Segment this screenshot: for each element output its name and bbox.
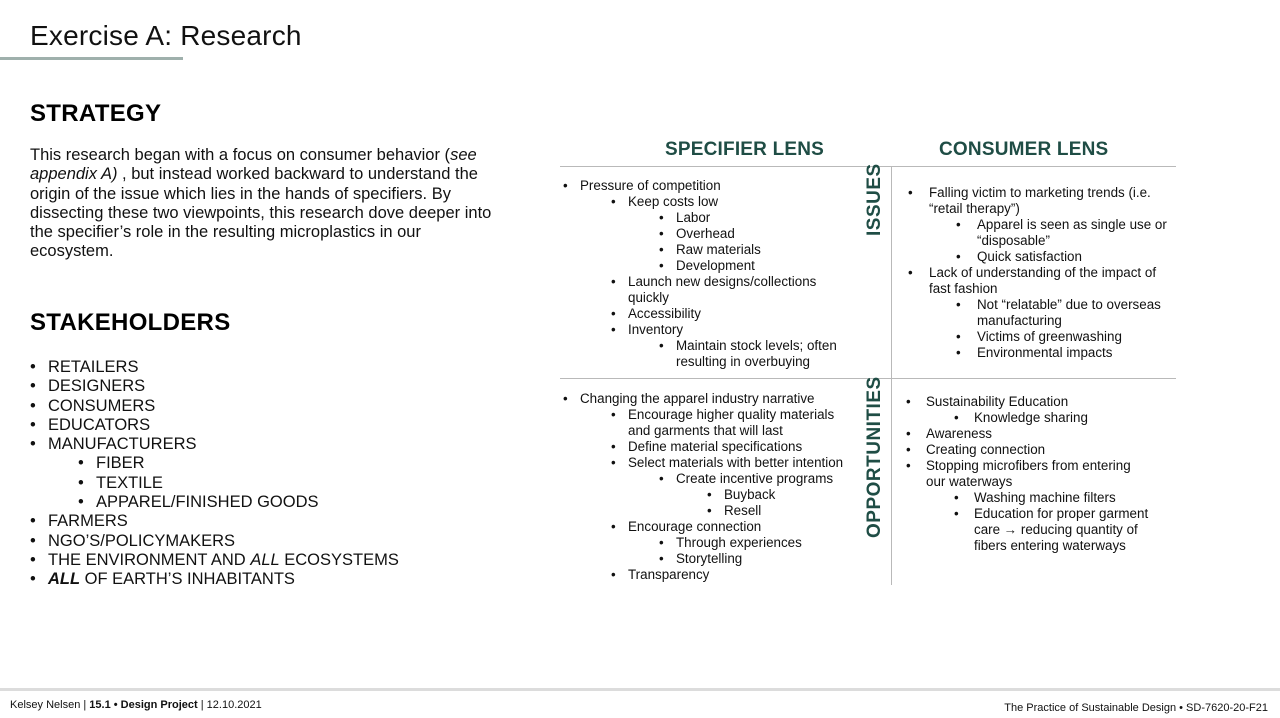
title-underline bbox=[0, 57, 183, 60]
stakeholders-heading: STAKEHOLDERS bbox=[30, 309, 231, 336]
strategy-text-2: , but instead worked backward to understand the origin of the issue which lies in the hands of specifiers. By dissecting these two viewpoints, this research dove deeper into the specifier’s role in the resulting microplastics in our ecosystem. bbox=[30, 165, 492, 261]
list-item: • Launch new designs/collections quickly bbox=[563, 274, 823, 306]
strategy-heading: STRATEGY bbox=[30, 100, 162, 127]
list-item: • Labor bbox=[563, 210, 863, 226]
list-item: • Changing the apparel industry narrative bbox=[563, 391, 863, 407]
list-item: • Transparency bbox=[563, 567, 863, 583]
list-item: • Creating connection bbox=[906, 442, 1171, 458]
opportunities-row-label: OPPORTUNITIES bbox=[864, 376, 885, 538]
matrix-vertical-rule bbox=[891, 167, 892, 585]
list-item: • Through experiences bbox=[563, 535, 863, 551]
page-title: Exercise A: Research bbox=[30, 20, 302, 51]
footer-date: | 12.10.2021 bbox=[197, 699, 262, 711]
stakeholder-subitem: • APPAREL/FINISHED GOODS bbox=[30, 493, 399, 512]
list-item: • Accessibility bbox=[563, 306, 863, 322]
stakeholder-item-inhabitants bbox=[30, 570, 399, 589]
stakeholders-list bbox=[30, 358, 399, 590]
consumer-opportunities-cell bbox=[906, 394, 1171, 554]
list-item: • Select materials with better intention bbox=[563, 455, 863, 471]
stakeholder-subitem: • FIBER bbox=[30, 454, 399, 473]
stakeholder-item: • FARMERS bbox=[30, 512, 399, 531]
list-item: • Knowledge sharing bbox=[906, 410, 1171, 426]
issues-row-label: ISSUES bbox=[864, 163, 885, 236]
environment-text-2: ECOSYSTEMS bbox=[279, 550, 399, 569]
consumer-opportunities-list bbox=[906, 394, 1171, 554]
specifier-lens-heading: SPECIFIER LENS bbox=[665, 139, 825, 160]
strategy-appendix-ref: see appendix A) bbox=[30, 146, 477, 184]
list-item: • Buyback bbox=[563, 487, 863, 503]
footer-author: Kelsey Nelsen | bbox=[10, 699, 90, 711]
list-item: • Quick satisfaction bbox=[908, 249, 1173, 265]
inhabitants-text: OF EARTH’S INHABITANTS bbox=[80, 570, 295, 589]
list-item: • Sustainability Education bbox=[906, 394, 1171, 410]
footer-course: 15.1 • Design Project bbox=[89, 699, 198, 711]
environment-emphasis: ALL bbox=[250, 550, 280, 569]
specifier-issues-cell bbox=[563, 178, 863, 370]
list-item: • Awareness bbox=[906, 426, 1171, 442]
list-item: • Environmental impacts bbox=[908, 345, 1173, 361]
list-item: • Raw materials bbox=[563, 242, 863, 258]
list-item: • Create incentive programs bbox=[563, 471, 863, 487]
list-item: • Stopping microfibers from entering our waterways bbox=[906, 458, 1151, 490]
list-item: • Overhead bbox=[563, 226, 863, 242]
consumer-issues-cell bbox=[908, 185, 1173, 361]
list-item: • Storytelling bbox=[563, 551, 863, 567]
stakeholder-item: • CONSUMERS bbox=[30, 397, 399, 416]
list-item: • Maintain stock levels; often resulting in overbuying bbox=[563, 338, 845, 370]
stakeholder-item: • NGO’S/POLICYMAKERS bbox=[30, 532, 399, 551]
list-item: • Washing machine filters bbox=[906, 490, 1171, 506]
list-item: • Not “relatable” due to overseas manufacturing bbox=[908, 297, 1173, 329]
list-item: • Education for proper garment care → reducing quantity of fibers entering waterways bbox=[906, 506, 1166, 554]
list-item: • Development bbox=[563, 258, 863, 274]
strategy-text-1: This research began with a focus on consumer behavior ( bbox=[30, 146, 451, 164]
list-item: • Define material specifications bbox=[563, 439, 863, 455]
list-item: • Inventory bbox=[563, 322, 863, 338]
list-item: • Lack of understanding of the impact of fast fashion bbox=[908, 265, 1173, 297]
list-item: • Victims of greenwashing bbox=[908, 329, 1173, 345]
list-item: • Keep costs low bbox=[563, 194, 863, 210]
stakeholder-subitem: • TEXTILE bbox=[30, 474, 399, 493]
consumer-issues-list bbox=[908, 185, 1173, 361]
stakeholder-item: • DESIGNERS bbox=[30, 377, 399, 396]
consumer-lens-heading: CONSUMER LENS bbox=[939, 139, 1109, 160]
stakeholder-item: • EDUCATORS bbox=[30, 416, 399, 435]
list-item: • Apparel is seen as single use or “disposable” bbox=[908, 217, 1173, 249]
stakeholder-item: • RETAILERS bbox=[30, 358, 399, 377]
footer-right: The Practice of Sustainable Design • SD-7620-20-F21 bbox=[1004, 702, 1268, 714]
strategy-paragraph bbox=[30, 146, 500, 262]
specifier-opportunities-list bbox=[563, 391, 863, 583]
inhabitants-emphasis: ALL bbox=[48, 570, 81, 589]
list-item: • Encourage connection bbox=[563, 519, 863, 535]
list-item: • Pressure of competition bbox=[563, 178, 863, 194]
environment-text-1: THE ENVIRONMENT AND bbox=[48, 550, 251, 569]
footer-rule bbox=[0, 688, 1280, 691]
specifier-issues-list bbox=[563, 178, 863, 370]
list-item: • Encourage higher quality materials and garments that will last bbox=[563, 407, 849, 439]
list-item: • Falling victim to marketing trends (i.e. “retail therapy”) bbox=[908, 185, 1173, 217]
stakeholder-item-environment bbox=[30, 551, 399, 570]
list-item: • Resell bbox=[563, 503, 863, 519]
specifier-opportunities-cell bbox=[563, 391, 863, 583]
footer-left bbox=[10, 699, 262, 711]
stakeholder-item: • MANUFACTURERS bbox=[30, 435, 399, 454]
